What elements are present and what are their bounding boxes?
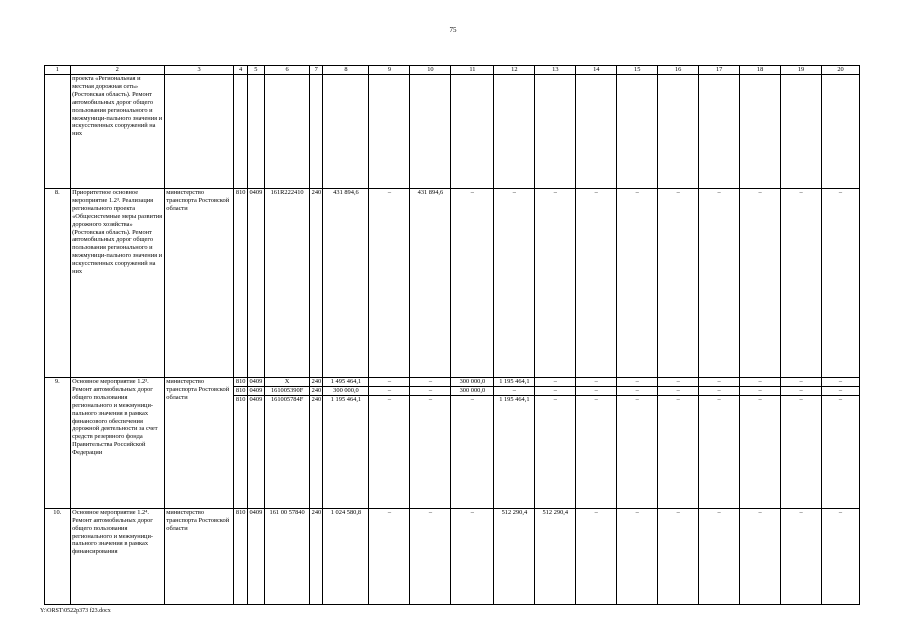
row-number: 10. — [45, 508, 71, 604]
activity-name: Приоритетное основное мероприятие 1.2³. Реализация регионального проекта «Общесистемные меры развития дорожного хозяйства» (Ростовская область). Ремонт автомобильных дорог общего пользования регионального и межмуници-пального значения и искусственных сооружений на них — [70, 189, 164, 378]
activity-name: Основное мероприятие 1.2⁴. Ремонт автомобильных дорог общего пользования регионального и межмуници-пального значения в рамках финансирования — [70, 508, 164, 604]
col-header: 6 — [265, 66, 310, 75]
col-header: 9 — [369, 66, 410, 75]
page-number: 75 — [449, 26, 457, 34]
table-row — [45, 75, 860, 189]
activity-name: проекта «Региональная и местная дорожная сеть» (Ростовская область). Ремонт автомобильных дорог общего пользования регионального и межмуници-пального значения и искусственных сооружений на них — [70, 75, 164, 189]
col-header: 7 — [310, 66, 323, 75]
col-header: 2 — [70, 66, 164, 75]
table-row: 810 0409 161005784F 240 1 195 464,1 – – – 1 195 464,1 – – – – – – – – — [45, 395, 860, 508]
executor: министерство транспорта Ростовской области — [164, 189, 234, 378]
col-header: 10 — [410, 66, 451, 75]
col-header: 1 — [45, 66, 71, 75]
table-row: 810 0409 161005390F 240 300 000,0 – – 300 000,0 – – – – – – – – – — [45, 386, 860, 395]
col-header: 13 — [535, 66, 576, 75]
row-number: 8. — [45, 189, 71, 378]
column-number-row — [45, 66, 860, 75]
col-header: 4 — [234, 66, 247, 75]
executor: министерство транспорта Ростовской области — [164, 378, 234, 509]
col-header: 18 — [740, 66, 781, 75]
row-number: 9. — [45, 378, 71, 509]
col-header: 8 — [323, 66, 369, 75]
executor: министерство транспорта Ростовской области — [164, 508, 234, 604]
col-header: 11 — [451, 66, 494, 75]
col-header: 16 — [658, 66, 699, 75]
col-header: 20 — [822, 66, 860, 75]
budget-table — [44, 65, 860, 605]
document-path-footer: Y:\ORST\0522p373 f23.docx — [40, 608, 111, 614]
col-header: 14 — [576, 66, 617, 75]
col-header: 12 — [494, 66, 535, 75]
col-header: 5 — [247, 66, 264, 75]
activity-name: Основное мероприятие 1.2³. Ремонт автомобильных дорог общего пользования регионального и межмуници-пального значения в рамках финансового обеспечения дорожной деятельности за счет средств резервного фонда Правительства Российской Федерации — [70, 378, 164, 509]
col-header: 19 — [781, 66, 822, 75]
col-header: 3 — [164, 66, 234, 75]
table-row: 8. Приоритетное основное мероприятие 1.2³. Реализация регионального проекта «Общесистемные меры развития дорожного хозяйства» (Ростовская область). Ремонт автомобильных дорог общего пользования регионального и межмуници-пального значения и искусственных сооружений на них министерство транспорта Ростовской области 810 0409 161R222410 240 431 894,6 – 431 894,6 – – – – – – – – – – — [45, 189, 860, 378]
col-header: 17 — [699, 66, 740, 75]
table-row: 10. Основное мероприятие 1.2⁴. Ремонт автомобильных дорог общего пользования регионального и межмуници-пального значения в рамках финансирования министерство транспорта Ростовской области 810 0409 161 00 57840 240 1 024 580,8 – – – 512 290,4 512 290,4 – – – – – – – — [45, 508, 860, 604]
col-header: 15 — [617, 66, 658, 75]
table-row: 9. Основное мероприятие 1.2³. Ремонт автомобильных дорог общего пользования регионального и межмуници-пального значения в рамках финансового обеспечения дорожной деятельности за счет средств резервного фонда Правительства Российской Федерации министерство транспорта Ростовской области 810 0409 X 240 1 495 464,1 – – 300 000,0 1 195 464,1 – – – – – – – – — [45, 378, 860, 387]
